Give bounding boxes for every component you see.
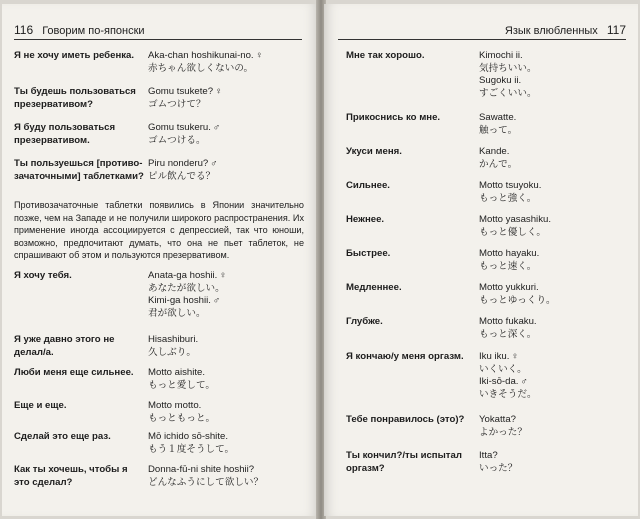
japanese-translation [148, 400, 215, 425]
romaji: Iki-sō-da. [479, 376, 519, 388]
romaji: Motto yukkuri. [479, 282, 539, 293]
japanese-translation [479, 180, 541, 205]
japanese-script: よかった？ [479, 426, 527, 438]
russian-phrase: Я кончаю/у меня оргазм. [346, 351, 464, 362]
running-title: Говорим по-японски [42, 25, 145, 37]
romaji: Itta? [479, 450, 498, 461]
japanese-script: あなたが欲しい。 [148, 282, 225, 294]
russian-phrase: Сделай это еще раз. [14, 431, 111, 442]
romaji: Hisashiburi. [148, 334, 199, 345]
male-symbol-icon: ♂ [212, 122, 221, 133]
romaji: Kande. [479, 146, 510, 157]
romaji: Motto aishite. [148, 367, 206, 378]
left-page [2, 4, 318, 516]
russian-phrase: Сильнее. [346, 180, 390, 191]
japanese-script: 赤ちゃん欲しくないの。 [148, 62, 254, 74]
running-title: Язык влюбленных [504, 25, 598, 37]
female-symbol-icon: ♀ [219, 270, 227, 281]
russian-phrase: Я буду пользоваться презервативом. [14, 122, 116, 146]
romaji: Anata-ga hoshii. [148, 270, 218, 281]
japanese-script: 久しぶり。 [148, 346, 196, 358]
page-number: 117 [606, 23, 626, 37]
romaji: Motto motto. [148, 400, 202, 411]
romaji: Iku iku. [479, 351, 510, 362]
page-number: 116 [14, 23, 34, 37]
japanese-translation [479, 316, 537, 341]
male-symbol-icon: ♂ [210, 158, 218, 169]
japanese-translation [479, 146, 517, 171]
japanese-translation [479, 450, 517, 475]
japanese-translation [479, 112, 517, 137]
russian-phrase: Укуси меня. [346, 146, 402, 157]
japanese-translation [479, 414, 527, 439]
japanese-script: もっともっと。 [148, 412, 216, 424]
japanese-translation [479, 282, 556, 307]
romaji: Aka-chan hoshikunai-no. [148, 50, 254, 61]
russian-phrase: Нежнее. [346, 214, 385, 225]
japanese-translation [148, 50, 263, 75]
japanese-script: もっと愛して。 [148, 379, 215, 391]
male-symbol-icon: ♂ [520, 376, 528, 388]
romaji: Mō ichido sō-shite. [148, 431, 228, 442]
romaji: Motto tsuyoku. [479, 180, 542, 191]
japanese-translation [148, 367, 215, 392]
romaji: Gomu tsukeru. [148, 122, 211, 133]
japanese-script: もっと優しく。 [479, 226, 546, 238]
japanese-script: 触って。 [479, 124, 518, 136]
romaji: Motto yasashiku. [479, 214, 551, 225]
russian-phrase: Я уже давно этого не делал/а. [14, 334, 115, 358]
japanese-script: もっと深く。 [479, 328, 537, 340]
romaji: Kimi-ga hoshii. [148, 295, 211, 307]
russian-phrase: Глубже. [346, 316, 383, 327]
japanese-script: 君が欲しい。 [148, 307, 206, 319]
japanese-translation [148, 122, 220, 147]
japanese-translation [148, 86, 222, 111]
right-page-header [338, 21, 626, 40]
female-symbol-icon: ♀ [255, 50, 263, 61]
russian-phrase: Люби меня еще сильнее. [14, 367, 134, 378]
russian-phrase: Ты кончил?/ты испытал оргазм? [346, 450, 462, 474]
romaji: Piru nonderu? [148, 158, 209, 169]
japanese-script: もっと速く。 [479, 260, 537, 272]
romaji: Yokatta? [479, 414, 516, 425]
russian-phrase: Быстрее. [346, 248, 391, 259]
japanese-script: すごくいい。 [479, 87, 537, 99]
russian-phrase: Ты пользуешься [противо- зачаточными] таблетками? [14, 158, 144, 182]
japanese-script: 気持ちいい。 [479, 62, 537, 74]
russian-phrase: Мне так хорошо. [346, 50, 425, 61]
romaji: Gomu tsukete? [148, 86, 214, 97]
russian-phrase: Тебе понравилось (это)? [346, 414, 465, 425]
romaji: Motto hayaku. [479, 248, 540, 259]
japanese-script: いくいく。 [479, 363, 527, 375]
japanese-translation [148, 158, 217, 183]
japanese-translation [148, 270, 227, 320]
russian-phrase: Еще и еще. [14, 400, 67, 411]
info-paragraph: Противозачаточные таблетки появились в Японии значительно позже, чем на Западе и не получили широкого распространения. Их применение иногда ассоциируется с депрессией, так что юноши, возможно, предпочитают думать, что она не пьет таблеток, не спрашивают об этом и пользуются презервативом. [14, 200, 304, 261]
romaji: Donna-fū-ni shite hoshii? [148, 464, 255, 475]
russian-phrase: Медленнее. [346, 282, 402, 293]
japanese-translation [479, 214, 551, 239]
japanese-translation [479, 50, 537, 100]
japanese-script: いった？ [479, 462, 518, 474]
japanese-script: ピル飲んでる？ [148, 170, 216, 182]
male-symbol-icon: ♂ [212, 295, 221, 307]
russian-phrase: Как ты хочешь, чтобы я это сделал? [14, 464, 128, 488]
japanese-script: もう１度そうして。 [148, 443, 235, 455]
russian-phrase: Прикоснись ко мне. [346, 112, 441, 123]
russian-phrase: Я хочу тебя. [14, 270, 72, 281]
russian-phrase: Ты будешь пользоваться презервативом? [14, 86, 136, 110]
japanese-translation [479, 248, 539, 273]
female-symbol-icon: ♀ [511, 351, 519, 362]
japanese-script: もっと強く。 [479, 192, 537, 204]
japanese-script: ゴムつけて？ [148, 98, 206, 110]
left-page-header [14, 21, 302, 40]
japanese-translation [479, 351, 537, 401]
female-symbol-icon: ♀ [215, 86, 223, 97]
japanese-script: ゴムつける。 [148, 134, 206, 146]
japanese-script: もっとゆっくり。 [479, 294, 556, 306]
japanese-translation [148, 464, 263, 489]
romaji: Sawatte. [479, 112, 517, 123]
right-page [324, 4, 638, 516]
japanese-script: いきそうだ。 [479, 388, 537, 400]
romaji: Motto fukaku. [479, 316, 537, 327]
romaji: Kimochi ii. [479, 50, 523, 61]
japanese-translation [148, 431, 234, 456]
romaji: Sugoku ii. [479, 75, 522, 87]
japanese-script: かんで。 [479, 158, 518, 170]
japanese-translation [148, 334, 198, 359]
japanese-script: どんなふうにして欲しい？ [148, 476, 264, 488]
russian-phrase: Я не хочу иметь ребенка. [14, 50, 135, 61]
